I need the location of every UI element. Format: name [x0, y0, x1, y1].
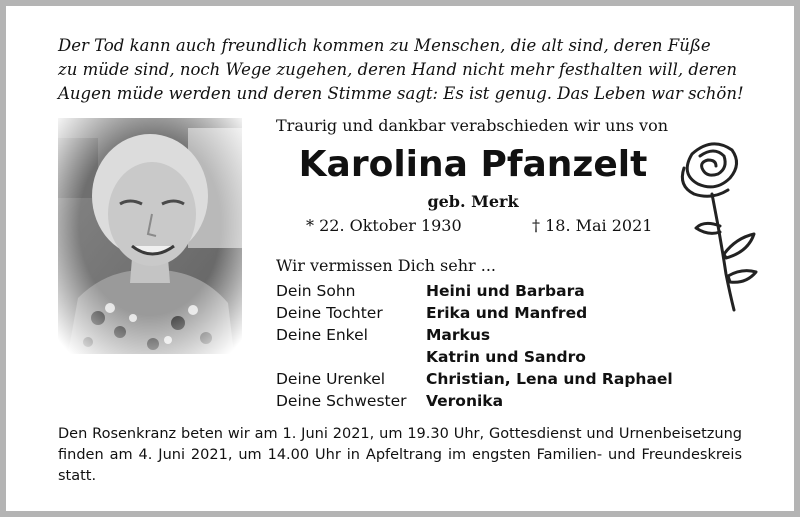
quote-line: Augen müde werden und deren Stimme sagt: Es ist genug. Das Leben war schön! [58, 84, 744, 103]
relation-label [276, 348, 426, 370]
relation-label: Deine Tochter [276, 304, 383, 322]
intro-text: Traurig und dankbar verabschieden wir uns von [276, 116, 669, 135]
relation-label: Deine Urenkel [276, 370, 386, 388]
list-item [276, 370, 673, 392]
maiden-name: geb. Merk [427, 192, 519, 211]
portrait-photo [58, 118, 242, 354]
memorial-quote [58, 34, 758, 106]
relative-names: Katrin und Sandro [426, 348, 586, 366]
relative-names: Markus [426, 326, 491, 344]
relation-label: Deine Enkel [276, 326, 368, 344]
list-item [276, 392, 673, 414]
relatives-list [276, 282, 673, 414]
relative-names: Christian, Lena und Raphael [426, 370, 673, 388]
relation-label: Dein Sohn [276, 282, 356, 300]
birth-date: * 22. Oktober 1930 [306, 216, 462, 235]
portrait-illustration [58, 118, 242, 354]
relation-label: Deine Schwester [276, 392, 407, 410]
rose-icon [664, 134, 764, 314]
missed-line: Wir vermissen Dich sehr ... [276, 256, 497, 275]
list-item [276, 326, 673, 348]
quote-line: Der Tod kann auch freundlich kommen zu Menschen, die alt sind, deren Füße [58, 36, 711, 55]
relative-names: Veronika [426, 392, 504, 410]
relative-names: Heini und Barbara [426, 282, 585, 300]
list-item [276, 304, 673, 326]
death-date: † 18. Mai 2021 [532, 216, 653, 235]
service-notice: Den Rosenkranz beten wir am 1. Juni 2021, um 19.30 Uhr, Gottesdienst und Urnenbeisetzung finden am 4. Juni 2021, um 14.00 Uhr in Apfeltrang im engsten Familien- und Freundeskreis statt. [58, 426, 742, 484]
relative-names: Erika und Manfred [426, 304, 588, 322]
quote-line: zu müde sind, noch Wege zugehen, deren Hand nicht mehr festhalten will, deren [58, 60, 737, 79]
list-item [276, 282, 673, 304]
deceased-name: Karolina Pfanzelt [298, 144, 648, 185]
list-item [276, 348, 673, 370]
